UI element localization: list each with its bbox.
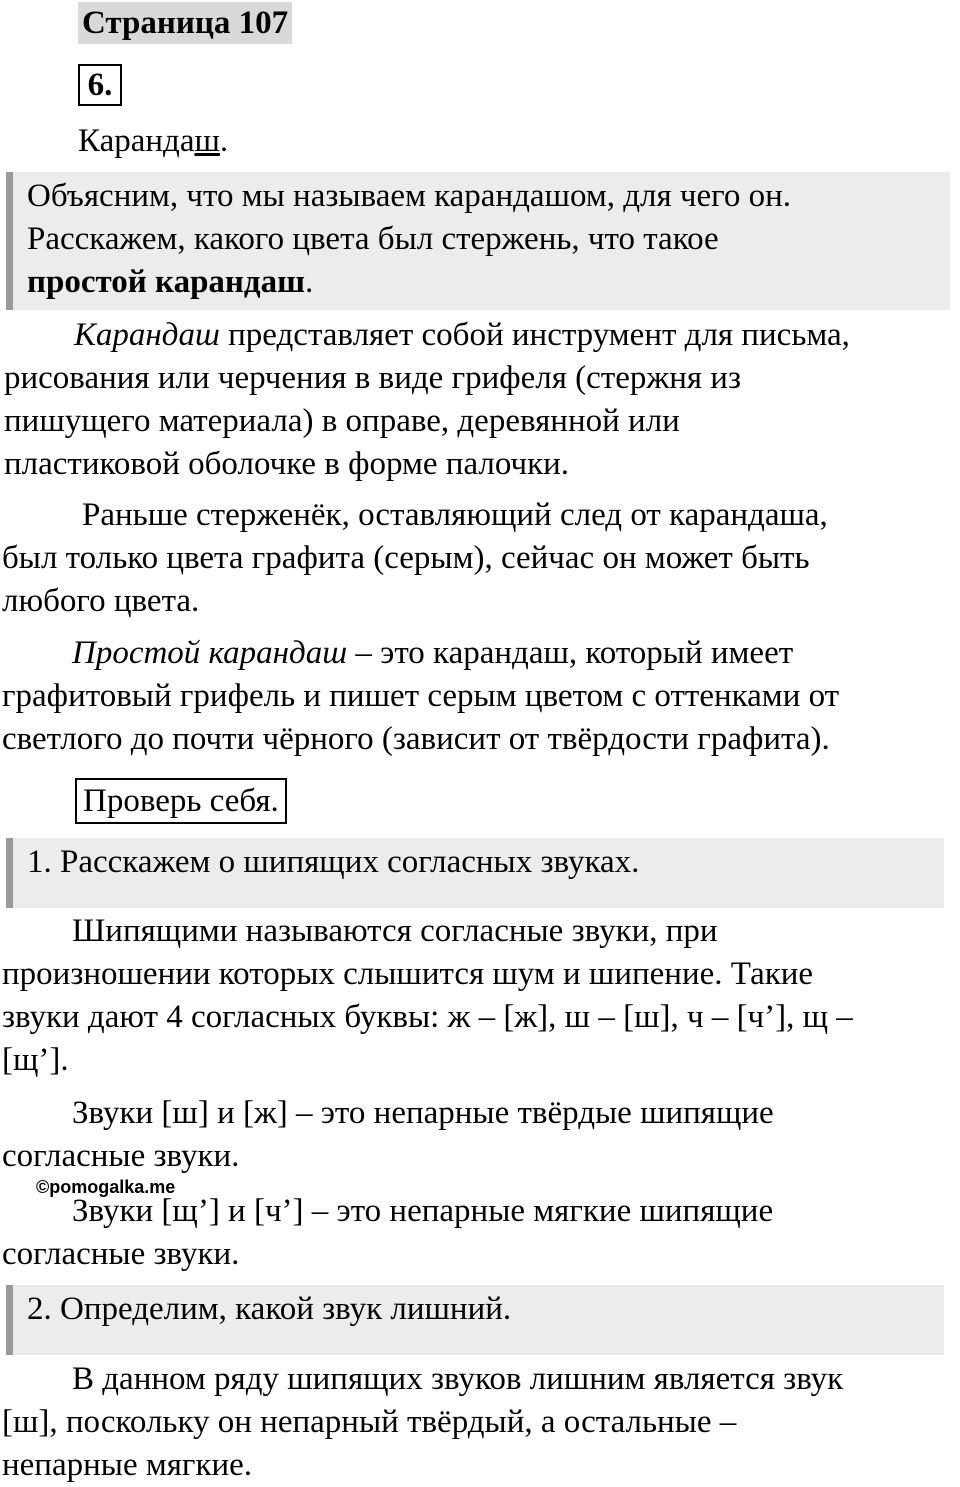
term-simple-pencil: Простой карандаш [72, 635, 348, 671]
paragraph-extra-sound: В данном ряду шипящих звуков лишним является звук [ш], поскольку он непарный твёрдый, а остальные – непарные мягкие. [2, 1361, 844, 1483]
task-instruction-block [6, 172, 950, 310]
page-title: Страница 107 [78, 2, 292, 44]
paragraph-lead-color: Раньше стерженёк, оставляющий след от карандаша, был только цвета графита (серым), сейчас он может быть любого цвета. [2, 497, 828, 619]
watermark: ©pomogalka.me [36, 1177, 176, 1197]
paragraph-simple-pencil: Простой карандаш – это карандаш, который имеет графитовый грифель и пишет серым цветом с оттенками от светлого до почти чёрного (зависит от твёрдости графита). [2, 635, 840, 757]
paragraph-soft-hissing: Звуки [щ’] и [ч’] – это непарные мягкие шипящие согласные звуки. [2, 1193, 774, 1272]
term-pencil: Карандаш [74, 317, 220, 353]
paragraph-hissing-sounds: Шипящими называются согласные звуки, при произношении которых слышится шум и шипение. Такие звуки дают 4 согласных буквы: ж – [ж], ш – [ш], ч – [ч’], щ – [щ’]. [2, 913, 853, 1078]
task-instruction-line-2: Расскажем, какого цвета был стержень, что такое [27, 221, 719, 257]
task-word [78, 120, 228, 163]
task-instruction-bold: простой карандаш [27, 264, 305, 300]
task-word-main: Каранда [78, 123, 195, 159]
question-2-block [6, 1285, 944, 1355]
question-1-block [6, 838, 944, 908]
paragraph-hard-hissing: Звуки [ш] и [ж] – это непарные твёрдые шипящие согласные звуки. [2, 1095, 774, 1174]
paragraph-pencil-definition: Карандаш представляет собой инструмент для письма, рисования или черчения в виде грифеля (стержня из пишущего материала) в оправе, деревянной или пластиковой оболочке в форме палочки. [4, 317, 850, 482]
task-instruction-line-1: Объясним, что мы называем карандашом, для чего он. [27, 178, 792, 214]
task-instruction-line-3: простой карандаш. [27, 264, 314, 300]
task-word-end: . [219, 123, 229, 159]
question-2: 2. Определим, какой звук лишний. [27, 1291, 512, 1327]
question-1: 1. Расскажем о шипящих согласных звуках. [27, 844, 640, 880]
task-number: 6. [78, 64, 122, 106]
check-yourself-label: Проверь себя. [75, 778, 287, 824]
task-word-underlined-letter: ш [194, 123, 220, 159]
